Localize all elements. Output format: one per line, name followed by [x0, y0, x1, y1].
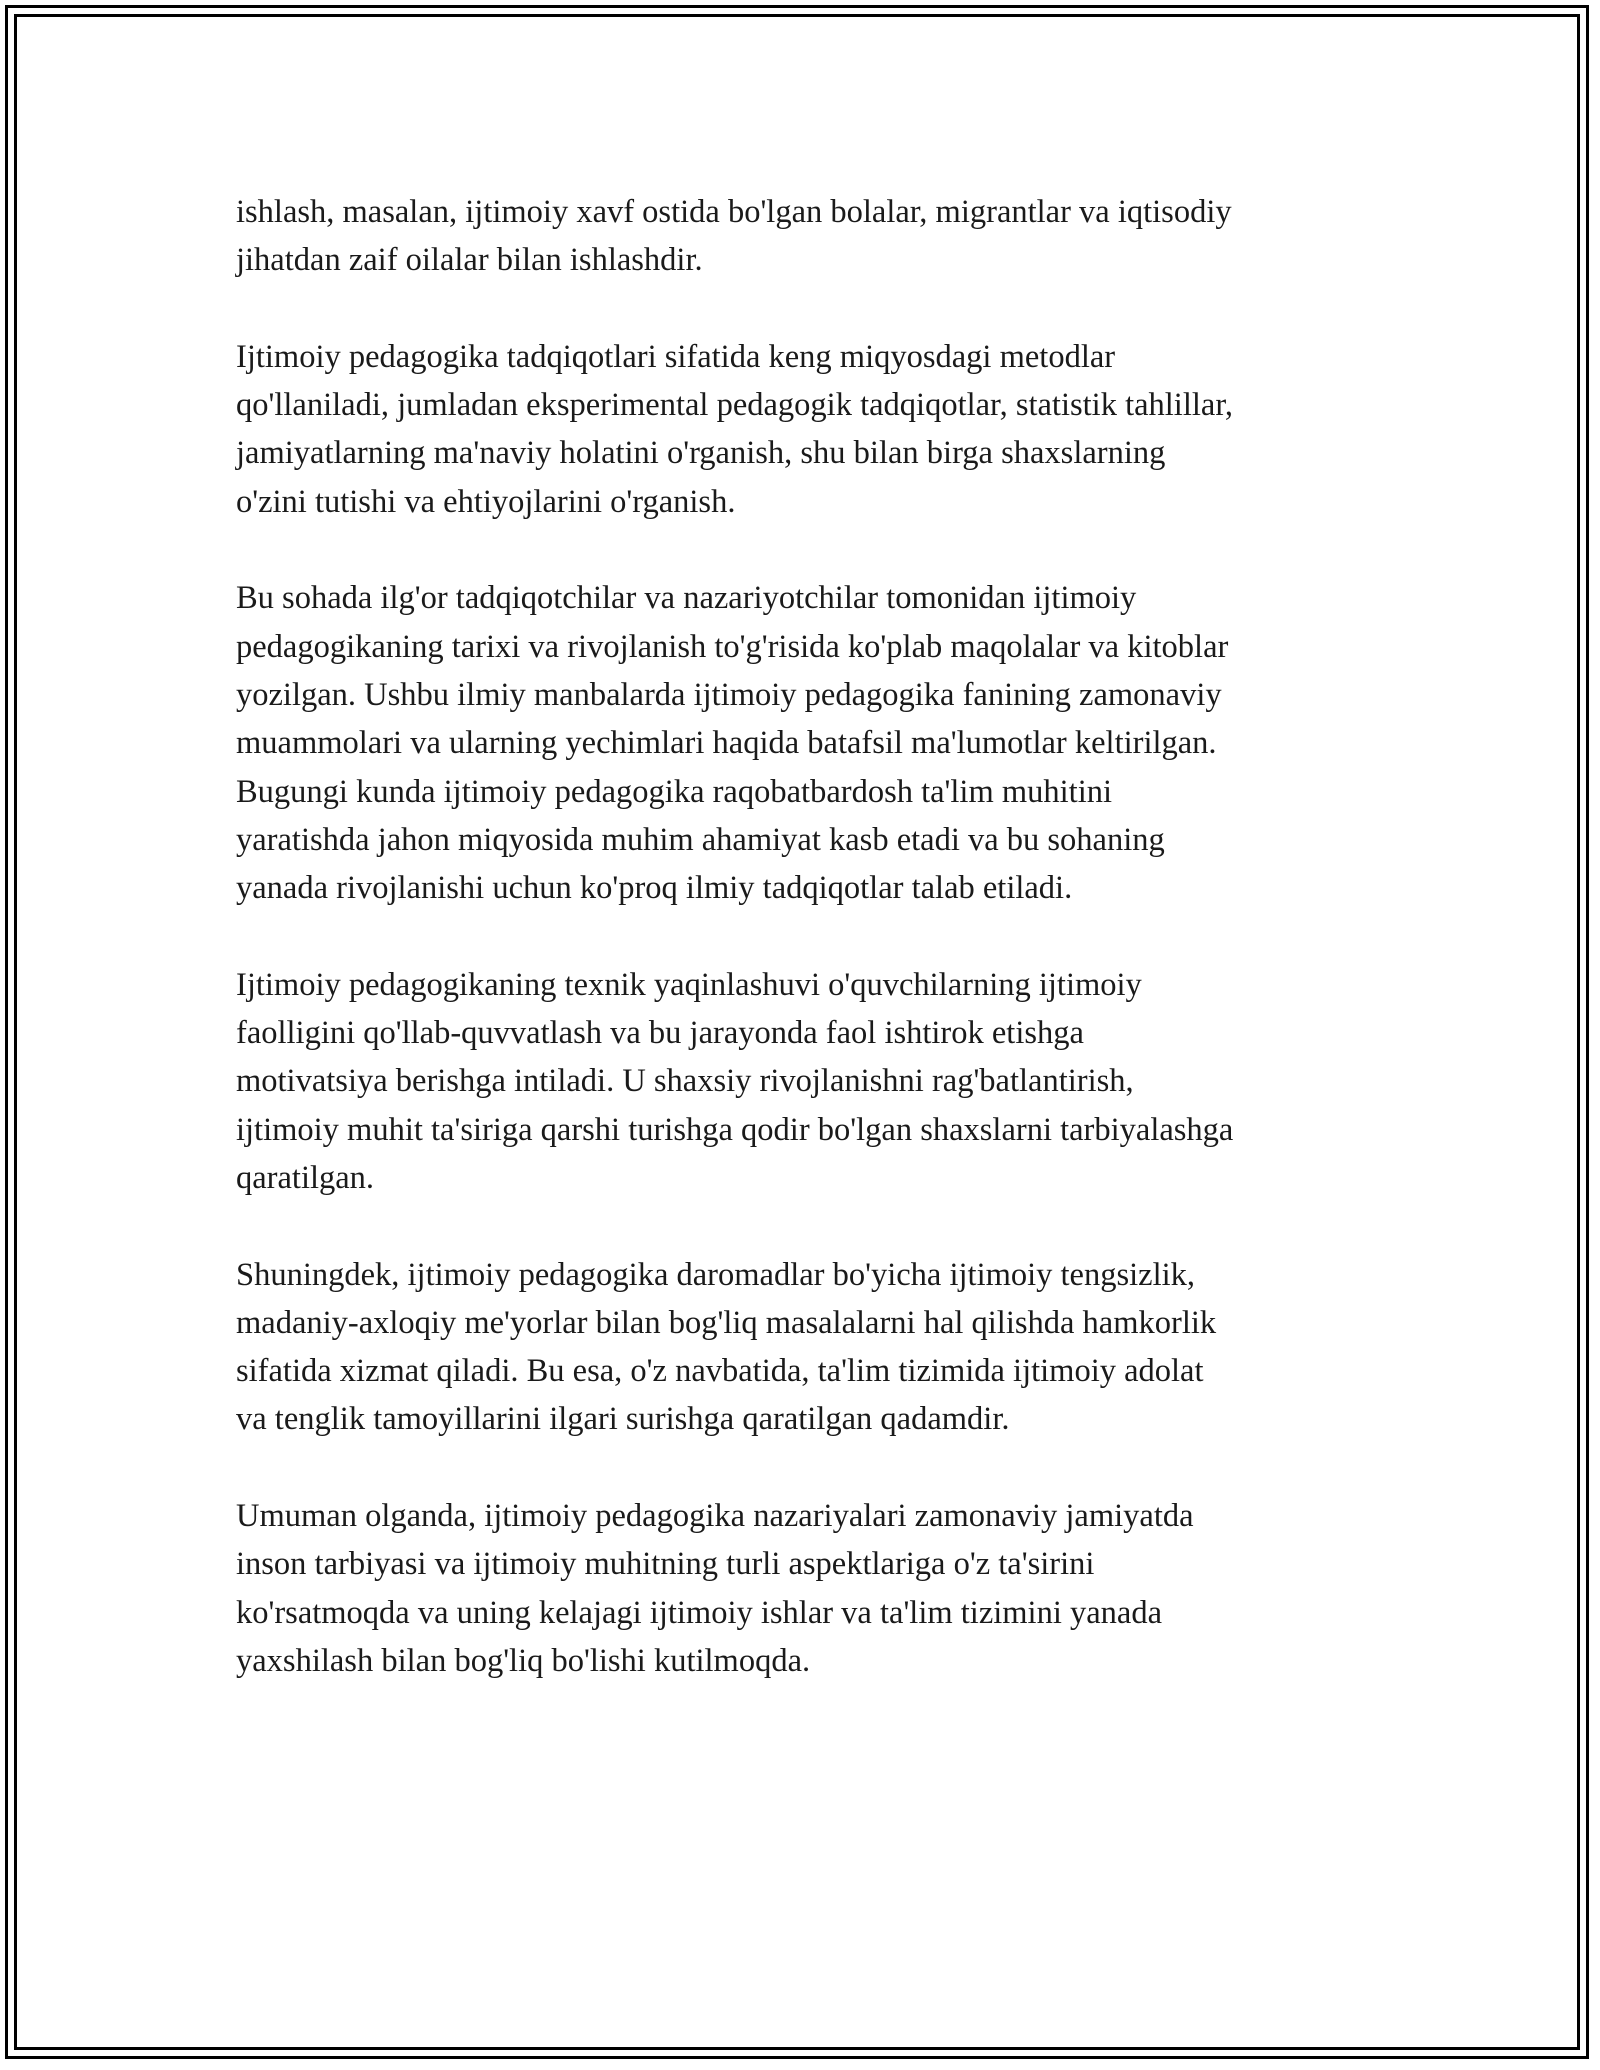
- text-line: jihatdan zaif oilalar bilan ishlashdir.: [236, 242, 703, 279]
- text-line: yaxshilash bilan bog'liq bo'lishi kutilmoqda.: [236, 1642, 811, 1679]
- text-line: madaniy-axloqiy me'yorlar bilan bog'liq masalalarni hal qilishda hamkorlik: [236, 1304, 1217, 1341]
- text-line: ijtimoiy muhit ta'siriga qarshi turishga qodir bo'lgan shaxslarni tarbiyalashga: [236, 1111, 1234, 1148]
- text-line: ko'rsatmoqda va uning kelajagi ijtimoiy ishlar va ta'lim tizimini yanada: [236, 1594, 1163, 1631]
- text-line: Shuningdek, ijtimoiy pedagogika daromadlar bo'yicha ijtimoiy tengsizlik,: [236, 1256, 1196, 1293]
- text-line: Bugungi kunda ijtimoiy pedagogika raqobatbardosh ta'lim muhitini: [236, 773, 1113, 810]
- paragraph-6: [236, 1492, 1376, 1685]
- text-line: Ijtimoiy pedagogikaning texnik yaqinlashuvi o'quvchilarning ijtimoiy: [236, 966, 1142, 1003]
- paragraph-2: [236, 333, 1376, 526]
- text-line: pedagogikaning tarixi va rivojlanish to'g'risida ko'plab maqolalar va kitoblar: [236, 628, 1229, 665]
- text-line: ishlash, masalan, ijtimoiy xavf ostida bo'lgan bolalar, migrantlar va iqtisodiy: [236, 194, 1232, 230]
- text-line: sifatida xizmat qiladi. Bu esa, o'z navbatida, ta'lim tizimida ijtimoiy adolat: [236, 1353, 1204, 1390]
- text-line: yozilgan. Ushbu ilmiy manbalarda ijtimoiy pedagogika fanining zamonaviy: [236, 676, 1222, 713]
- text-line: inson tarbiyasi va ijtimoiy muhitning turli aspektlariga o'z ta'sirini: [236, 1546, 1095, 1583]
- text-line: yaratishda jahon miqyosida muhim ahamiyat kasb etadi va bu sohaning: [236, 821, 1165, 858]
- text-line: jamiyatlarning ma'naviy holatini o'rganish, shu bilan birga shaxslarning: [236, 435, 1166, 472]
- text-line: Ijtimoiy pedagogika tadqiqotlari sifatida keng miqyosdagi metodlar: [236, 338, 1116, 375]
- paragraph-4: [236, 961, 1376, 1202]
- text-line: o'zini tutishi va ehtiyojlarini o'rganish.: [236, 483, 736, 520]
- text-line: yanada rivojlanishi uchun ko'proq ilmiy tadqiqotlar talab etiladi.: [236, 870, 1073, 907]
- paragraph-3: [236, 574, 1376, 912]
- text-line: Umuman olganda, ijtimoiy pedagogika nazariyalari zamonaviy jamiyatda: [236, 1498, 1194, 1535]
- text-line: motivatsiya berishga intiladi. U shaxsiy rivojlanishni rag'batlantirish,: [236, 1063, 1134, 1100]
- text-line: muammolari va ularning yechimlari haqida batafsil ma'lumotlar keltirilgan.: [236, 725, 1217, 762]
- document-body: [236, 188, 1376, 1734]
- text-line: faolligini qo'llab-quvvatlash va bu jarayonda faol ishtirok etishga: [236, 1015, 1084, 1052]
- paragraph-5: [236, 1251, 1376, 1444]
- text-line: qaratilgan.: [236, 1159, 375, 1196]
- paragraph-1: [236, 188, 1376, 285]
- text-line: qo'llaniladi, jumladan eksperimental pedagogik tadqiqotlar, statistik tahlillar,: [236, 387, 1233, 424]
- text-line: va tenglik tamoyillarini ilgari surishga qaratilgan qadamdir.: [236, 1401, 1010, 1438]
- text-line: Bu sohada ilg'or tadqiqotchilar va nazariyotchilar tomonidan ijtimoiy: [236, 580, 1137, 617]
